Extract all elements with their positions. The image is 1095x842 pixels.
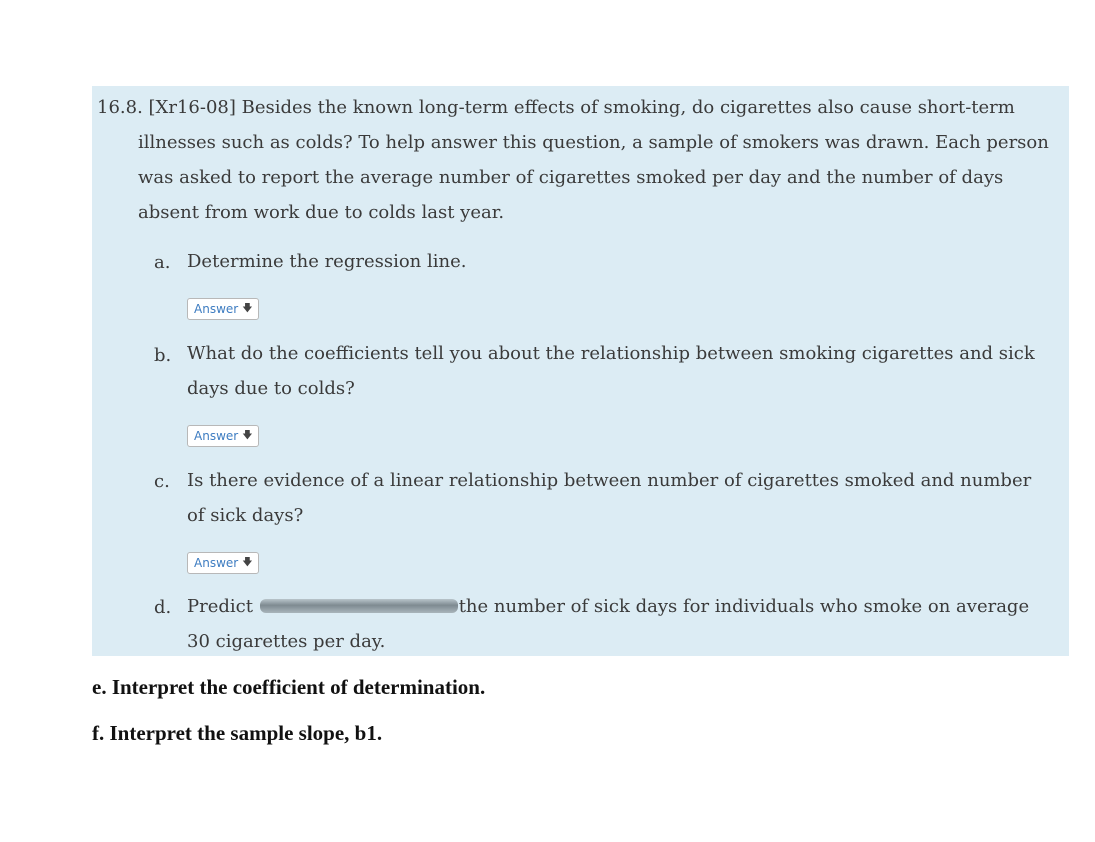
item-d-text xyxy=(187,589,1057,659)
answer-button-label: Answer xyxy=(194,429,239,443)
item-b-text xyxy=(187,336,1057,406)
item-a-text xyxy=(187,244,1057,279)
item-d-prefix: Predict xyxy=(187,596,253,617)
arrow-down-icon: 🡇 xyxy=(242,302,253,314)
problem-intro xyxy=(97,90,1057,230)
item-d-suffix: the number of sick days for individuals who smoke on average xyxy=(458,596,1030,617)
intro-line: illnesses such as colds? To help answer this question, a sample of smokers was drawn. Each person xyxy=(138,132,1049,153)
question-e: e. Interpret the coefficient of determination. xyxy=(92,675,486,699)
item-d-letter: d. xyxy=(154,597,172,618)
item-c-letter: c. xyxy=(154,471,170,492)
item-a-letter: a. xyxy=(154,252,171,273)
intro-line: absent from work due to colds last year. xyxy=(138,202,505,223)
arrow-down-icon: 🡇 xyxy=(242,556,253,568)
item-c-line: of sick days? xyxy=(187,505,304,526)
answer-c-button[interactable] xyxy=(187,552,259,574)
item-b-line: What do the coefficients tell you about the relationship between smoking cigarettes and sick xyxy=(187,343,1035,364)
item-b-letter: b. xyxy=(154,345,172,366)
item-c-text xyxy=(187,463,1057,533)
arrow-down-icon: 🡇 xyxy=(242,429,253,441)
answer-a-button[interactable] xyxy=(187,298,259,320)
item-a-line: Determine the regression line. xyxy=(187,251,467,272)
intro-line: was asked to report the average number of cigarettes smoked per day and the number of days xyxy=(138,167,1004,188)
item-c-line: Is there evidence of a linear relationship between number of cigarettes smoked and number xyxy=(187,470,1032,491)
answer-button-label: Answer xyxy=(194,556,239,570)
answer-button-label: Answer xyxy=(194,302,239,316)
item-d-line: 30 cigarettes per day. xyxy=(187,631,386,652)
redaction-mark xyxy=(260,599,458,613)
item-b-line: days due to colds? xyxy=(187,378,355,399)
answer-b-button[interactable] xyxy=(187,425,259,447)
item-d-line xyxy=(187,589,1057,624)
intro-line: 16.8. [Xr16-08] Besides the known long-term effects of smoking, do cigarettes also cause short-term xyxy=(97,97,1015,118)
question-f: f. Interpret the sample slope, b1. xyxy=(92,721,383,745)
